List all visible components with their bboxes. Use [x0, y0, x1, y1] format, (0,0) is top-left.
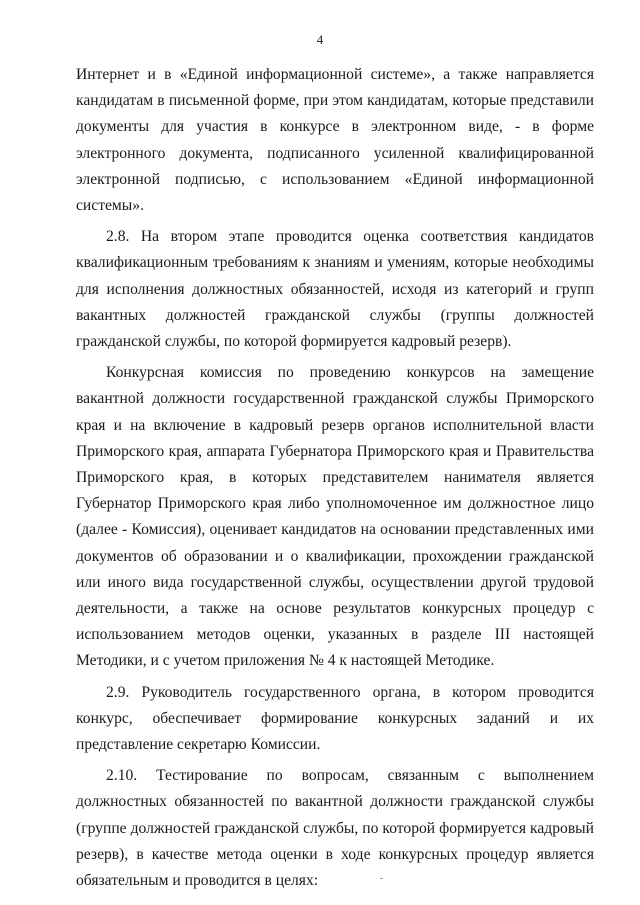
paragraph-commission: Конкурсная комиссия по проведению конкурсов на замещение вакантной должности государственной гражданской службы Приморского края и на включение в кадровый резерв органов исполнительной власти Приморского края, аппарата Губернатора Приморского края и Правительства Приморского края, в которых представителем нанимателя является Губернатор Приморского края либо уполномоченное им должностное лицо (далее - Комиссия), оценивает кандидатов на основании представленных ими документов об образовании и о квалификации, прохождении гражданской или иного вида государственной службы, осуществлении другой трудовой деятельности, а также на основе результатов конкурсных процедур с использованием методов оценки, указанных в разделе III настоящей Методики, и с учетом приложения № 4 к настоящей Методике.: [76, 364, 594, 670]
page-number: 4: [316, 32, 324, 47]
paragraph-2-9: 2.9. Руководитель государственного органа, в котором проводится конкурс, обеспечивает формирование конкурсных заданий и их представление секретарю Комиссии.: [76, 683, 594, 754]
paragraph-2-10: 2.10. Тестирование по вопросам, связанным с выполнением должностных обязанностей по вакантной должности гражданской службы (группе должностей гражданской службы, по которой формируется кадровый резерв), в качестве метода оценки в ходе конкурсных процедур является обязательным и проводится в целях:: [76, 767, 594, 890]
scan-speck: [380, 878, 383, 879]
document-body: [76, 62, 594, 899]
paragraph-continuation: Интернет и в «Единой информационной системе», а также направляется кандидатам в письменной форме, при этом кандидатам, которые представили документы для участия в конкурсе в электронном виде, - в форме электронного документа, подписанного усиленной квалифицированной электронной подписью, с использованием «Единой информационной системы».: [76, 66, 594, 215]
paragraph-2-8: 2.8. На втором этапе проводится оценка соответствия кандидатов квалификационным требованиям к знаниям и умениям, которые необходимы для исполнения должностных обязанностей, исходя из категорий и групп вакантных должностей гражданской службы (группы должностей гражданской службы, по которой формируется кадровый резерв).: [76, 228, 594, 351]
